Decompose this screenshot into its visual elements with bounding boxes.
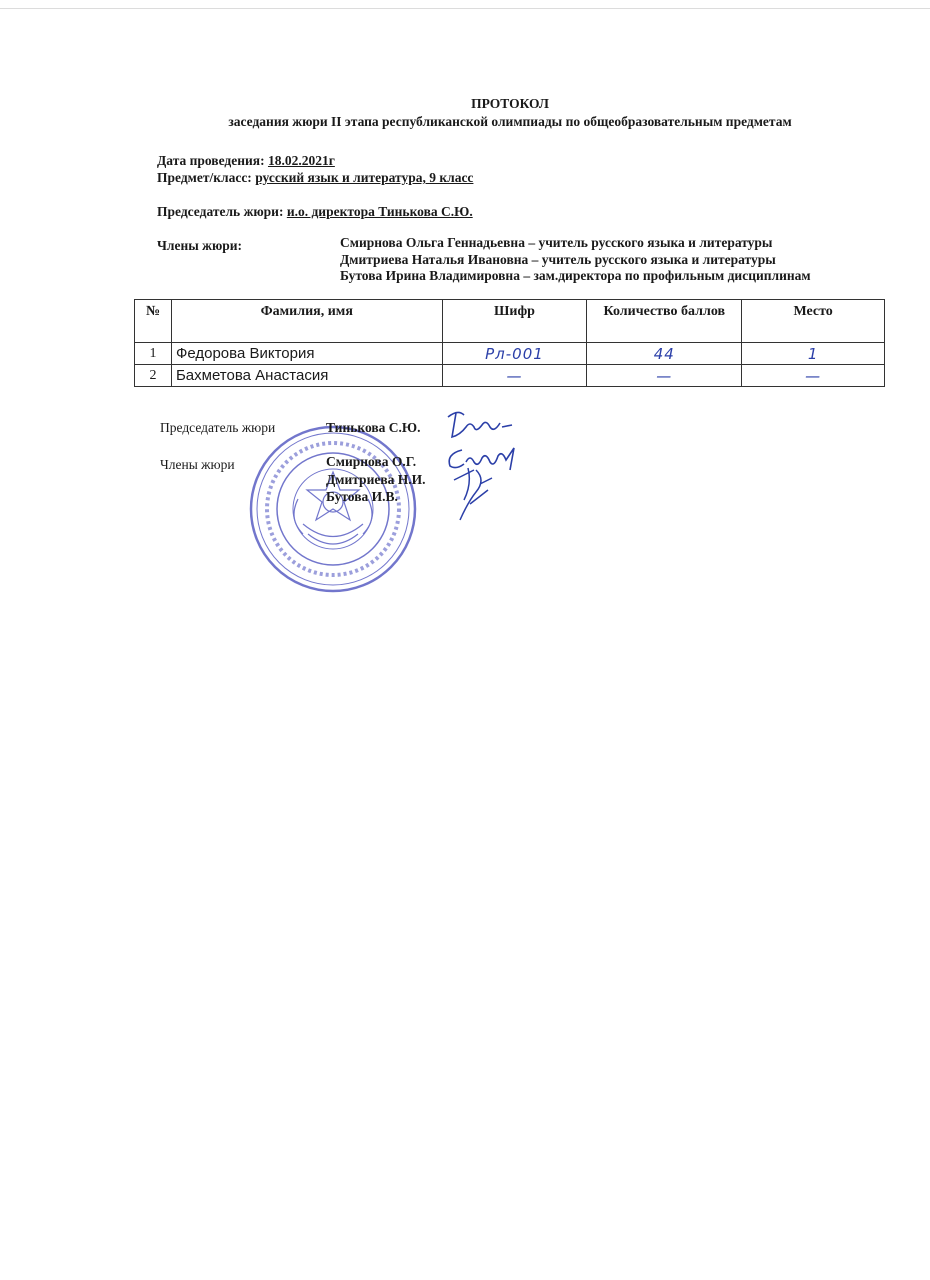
chair-label: Председатель жюри: [157,204,284,219]
sig-chair-name: Тинькова С.Ю. [326,420,421,435]
row-num: 2 [135,365,172,387]
doc-subtitle: заседания жюри II этапа республиканской олимпиады по общеобразовательным предметам [228,114,792,129]
results-table [134,299,885,387]
subject-line [157,170,473,186]
col-header-code: Шифр [442,300,587,343]
date-line [157,153,335,169]
sig-chair-label: Председатель жюри [160,420,276,435]
members-signature-icon [440,440,530,530]
col-header-place: Место [742,300,885,343]
table-row [135,365,885,387]
row-num: 1 [135,343,172,365]
row-code: Рл-001 [442,343,587,365]
row-score: 44 [587,343,742,365]
subject-label: Предмет/класс: [157,170,252,185]
sig-member-3: Бутова И.В. [326,489,398,504]
chair-value: и.о. директора Тинькова С.Ю. [286,204,473,219]
row-name: Федорова Виктория [171,343,442,365]
col-header-score: Количество баллов [587,300,742,343]
table-row [135,343,885,365]
sig-members-label: Члены жюри [160,457,235,472]
sig-member-1: Смирнова О.Г. [326,454,417,469]
date-label: Дата проведения: [157,153,265,168]
col-header-num: № [135,300,172,343]
doc-title: ПРОТОКОЛ [471,96,549,111]
row-code: — [442,365,587,387]
member-line-3: Бутова Ирина Владимировна – зам.директора по профильным дисциплинам [340,268,811,283]
row-place: — [742,365,885,387]
col-header-name: Фамилия, имя [171,300,442,343]
chair-signature-icon [440,405,520,445]
row-score: — [587,365,742,387]
sig-member-2: Дмитриева Н.И. [326,472,426,487]
date-value: 18.02.2021г [267,153,335,168]
members-label: Члены жюри: [157,238,243,253]
member-line-1: Смирнова Ольга Геннадьевна – учитель русского языка и литературы [340,235,773,250]
member-line-2: Дмитриева Наталья Ивановна – учитель русского языка и литературы [340,252,776,267]
chair-line [157,204,473,220]
row-name: Бахметова Анастасия [171,365,442,387]
table-header-row [135,300,885,343]
subject-value: русский язык и литература, 9 класс [255,170,474,185]
scan-edge-line [0,8,930,9]
row-place: 1 [742,343,885,365]
official-stamp-icon [248,424,418,594]
